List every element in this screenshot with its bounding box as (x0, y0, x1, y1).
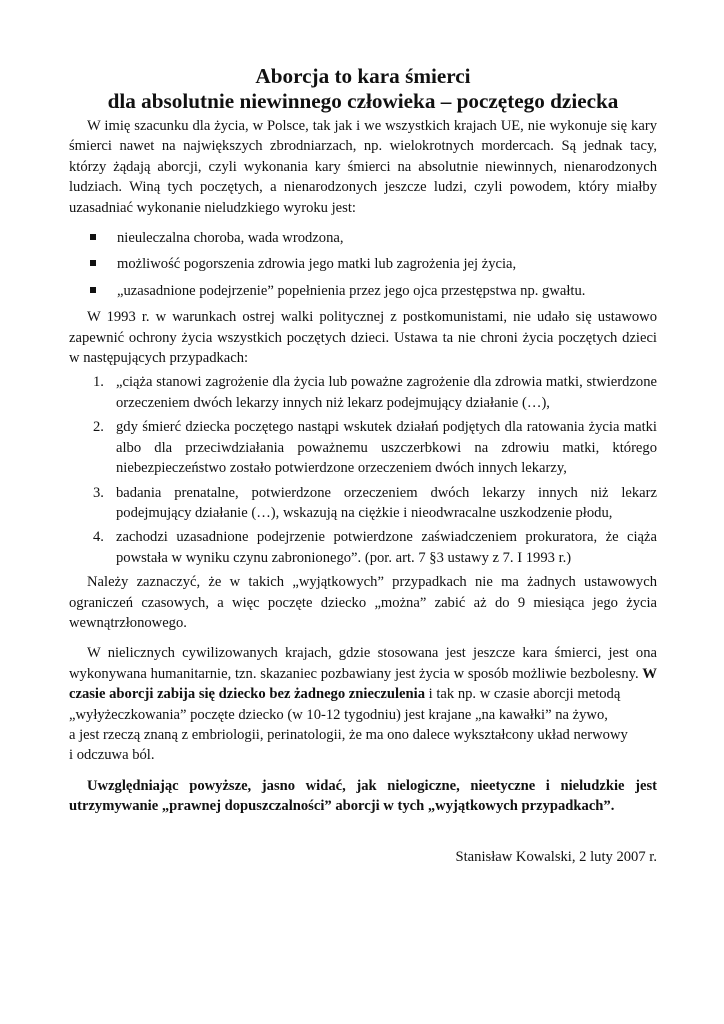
case-number: 3. (93, 484, 104, 501)
note-paragraph: Należy zaznaczyć, że w takich „wyjątkowych” przypadkach nie ma żadnych ustawowych ograniczeń czasowych, a więc poczęte dziecko „można” zabić aż do 9 miesiąca jego życia wewnątrzłonowego. (69, 574, 657, 631)
bullet-text: możliwość pogorszenia zdrowia jego matki lub zagrożenia jej życia, (117, 256, 517, 273)
bullet-item (69, 254, 657, 274)
bullet-text: „uzasadnione podejrzenie” popełnienia przez jego ojca przestępstwa np. gwałtu. (117, 282, 586, 299)
case-number: 2. (93, 419, 104, 436)
humane-bold-statement: W czasie aborcji zabija się dziecko bez żadnego znieczulenia (69, 665, 658, 703)
bullet-item (69, 228, 657, 248)
title-line-1: Aborcja to kara śmierci (255, 64, 471, 88)
conclusion-paragraph (69, 776, 657, 817)
humane-paragraph (69, 643, 657, 704)
humane-line-2: „wyłyżeczkowania” poczęte dziecko (w 10-12 tygodniu) jest krajane „na kawałki” na żywo, (69, 706, 608, 723)
case-text: badania prenatalne, potwierdzone orzeczeniem dwóch lekarzy innych niż lekarz podejmujący działanie (…), wskazują na ciężkie i nieodwracalne uszkodzenie płodu, (116, 484, 657, 521)
case-text: „ciąża stanowi zagrożenie dla życia lub poważne zagrożenie dla zdrowia matki, stwierdzone orzeczeniem dwóch lekarzy innych niż lekarz podejmujący działanie (…), (116, 374, 657, 411)
case-number: 4. (93, 529, 104, 546)
square-bullet-icon (90, 260, 96, 266)
case-item (69, 417, 657, 478)
humane-text-part2: i tak np. w czasie aborcji metodą (425, 686, 621, 703)
bullet-text: nieuleczalna choroba, wada wrodzona, (117, 230, 344, 247)
title-line-2: dla absolutnie niewinnego człowieka – poczętego dziecka (107, 89, 619, 113)
case-item (69, 483, 657, 524)
document-page (69, 64, 657, 867)
case-item (69, 372, 657, 413)
square-bullet-icon (90, 287, 96, 293)
humane-line-4: i odczuwa ból. (69, 747, 155, 764)
paragraph-1993: W 1993 r. w warunkach ostrej walki politycznej z postkomunistami, nie udało się ustawowo zapewnić ochrony życia wszystkich poczętych dzieci. Ustawa ta nie chroni życia poczętych dzieci w następujących przypadkach: (69, 309, 657, 367)
case-number: 1. (93, 374, 104, 391)
intro-paragraph: W imię szacunku dla życia, w Polsce, tak jak i we wszystkich krajach UE, nie wykonuje się kary śmierci nawet na największych zbrodniarzach, np. wielokrotnych mordercach. Są jednak tacy, którzy żądają aborcji, czyli wykonania kary śmierci na absolutnie niewinnych, nienarodzonych ludziach. Winą tych poczętych, a nienarodzonych jeszcze ludzi, czyli powodem, który miałby uzasadniać wykonanie nieludzkiego wyroku jest: (69, 118, 657, 216)
square-bullet-icon (90, 234, 96, 240)
humane-text-part1: W nielicznych cywilizowanych krajach, gdzie stosowana jest jeszcze kara śmierci, jest ona wykonywana humanitarnie, tzn. skazaniec pozbawiany jest życia w sposób możliwie bezbolesny. (69, 645, 657, 682)
bullet-item (69, 281, 657, 301)
signature: Stanisław Kowalski, 2 luty 2007 r. (455, 848, 657, 865)
conclusion-bold-text: Uwzględniając powyższe, jasno widać, jak nielogiczne, nieetyczne i nieludzkie jest utrzymywanie „prawnej dopuszczalności” aborcji w tych „wyjątkowych przypadkach”. (69, 777, 657, 815)
reasons-bullet-list (69, 228, 657, 301)
law-cases-list (69, 372, 657, 568)
case-text: zachodzi uzasadnione podejrzenie potwierdzone zaświadczeniem prokuratora, że ciąża powstała w wyniku czynu zabronionego”. (por. art. 7 §3 ustawy z 7. I 1993 r.) (116, 529, 657, 566)
humane-line-3: a jest rzeczą znaną z embriologii, perinatologii, że ma ono dalece wykształcony układ nerwowy (69, 726, 628, 743)
case-text: gdy śmierć dziecka poczętego nastąpi wskutek działań podjętych dla ratowania życia matki albo dla przeciwdziałania poważnemu uszczerbkowi na zdrowiu matki, którego niebezpieczeństwo zostało potwierdzone orzeczeniem dwóch innych lekarzy, (116, 419, 657, 477)
document-title (69, 64, 657, 114)
case-item (69, 527, 657, 568)
